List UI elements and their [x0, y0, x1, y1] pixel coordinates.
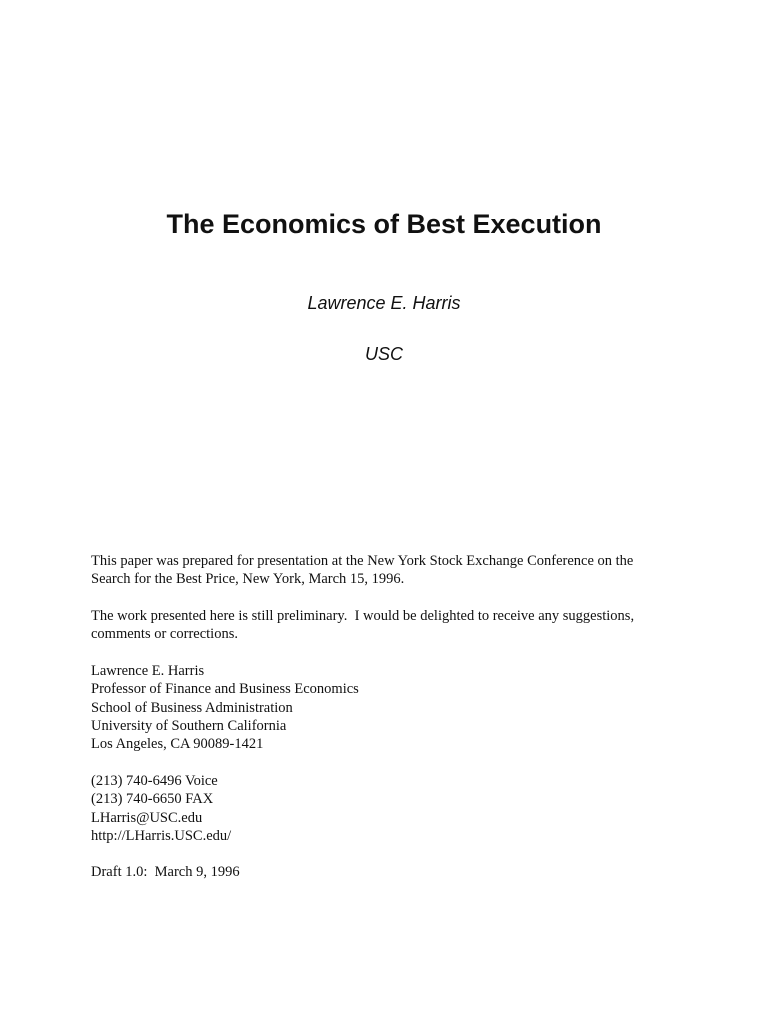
draft-version-date: Draft 1.0: March 9, 1996 [91, 864, 240, 880]
conference-note-line: This paper was prepared for presentation at the New York Stock Exchange Conference on the [91, 553, 634, 569]
author-name: Lawrence E. Harris [307, 293, 461, 313]
contact-info [91, 772, 691, 845]
preliminary-note-line: The work presented here is still preliminary. I would be delighted to receive any suggestions, [91, 608, 635, 624]
preliminary-note [91, 607, 691, 644]
address-position: Professor of Finance and Business Economics [91, 681, 359, 698]
contact-email: LHarris@USC.edu [91, 809, 203, 826]
address-university: University of Southern California [91, 717, 287, 734]
author-affiliation: USC [364, 344, 403, 364]
address-city: Los Angeles, CA 90089-1421 [91, 736, 264, 753]
contact-website: http://LHarris.USC.edu/ [91, 827, 232, 844]
draft-info [91, 863, 691, 881]
preliminary-note-line: comments or corrections. [91, 626, 238, 643]
address-school: School of Business Administration [91, 699, 293, 716]
conference-note-line: Search for the Best Price, New York, March 15, 1996. [91, 571, 405, 588]
conference-note [91, 552, 691, 589]
author-address [91, 662, 691, 753]
contact-fax: (213) 740-6650 FAX [91, 791, 214, 808]
contact-voice: (213) 740-6496 Voice [91, 773, 218, 789]
paper-title: The Economics of Best Execution [166, 209, 602, 239]
address-name: Lawrence E. Harris [91, 663, 205, 679]
